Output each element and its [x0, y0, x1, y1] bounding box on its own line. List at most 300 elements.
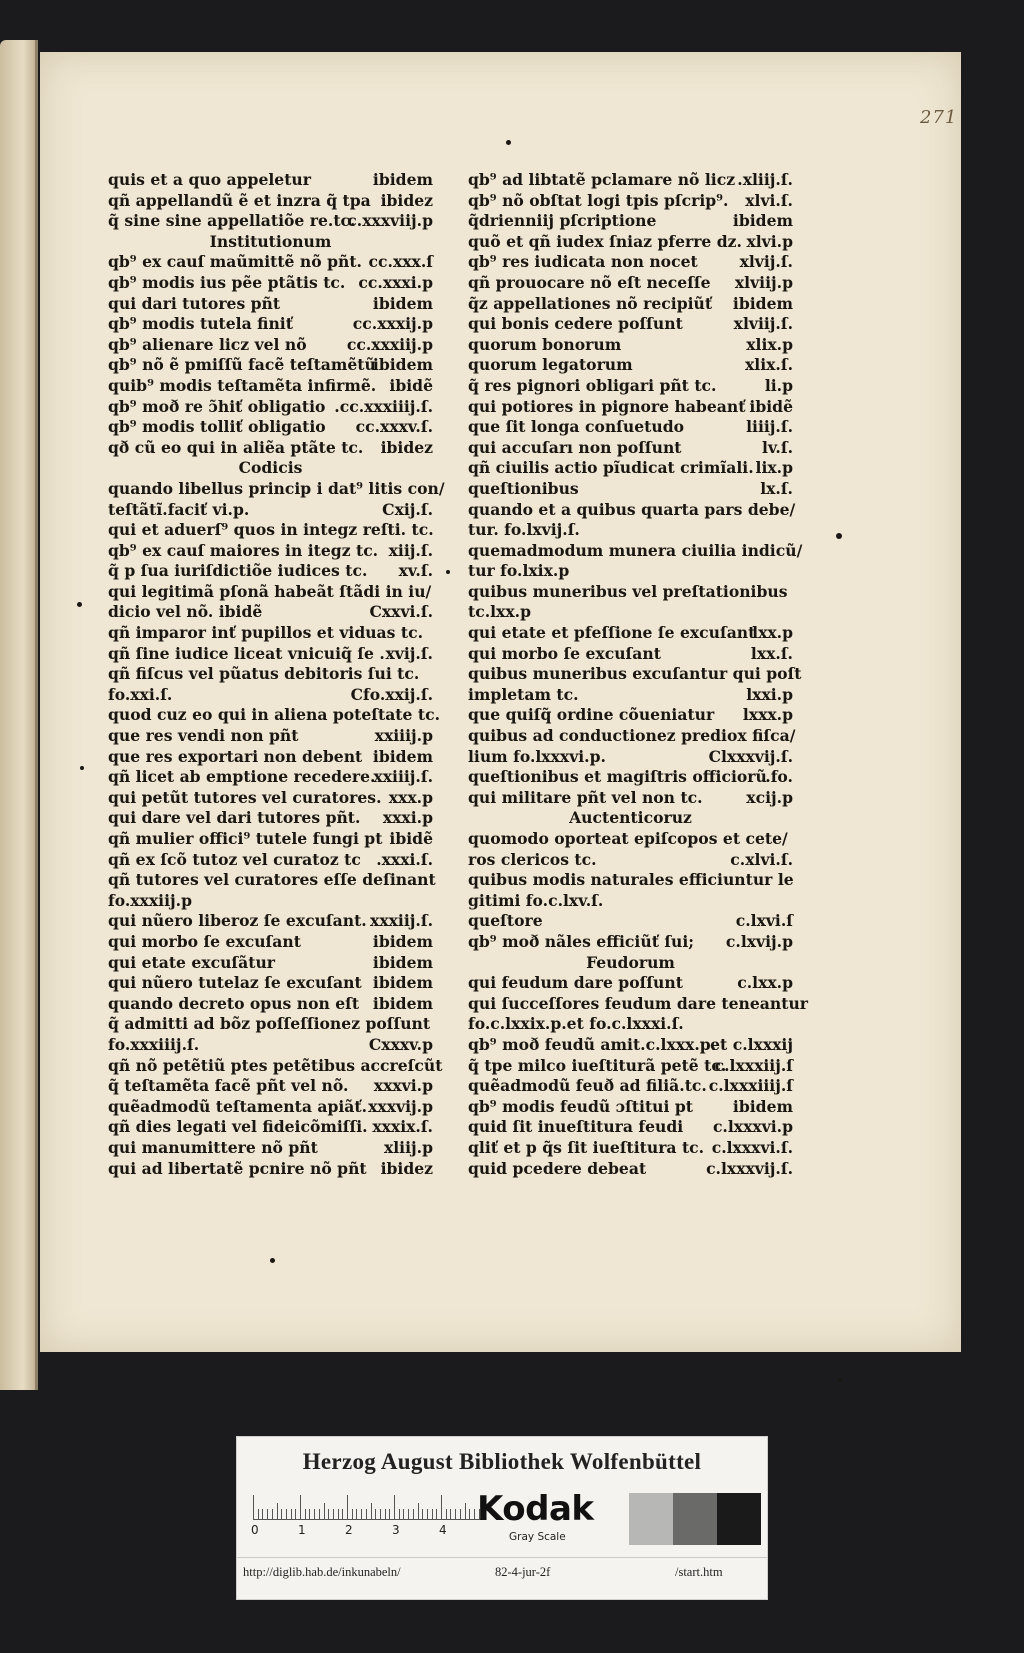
index-entry — [468, 747, 793, 768]
entry-text: tur. fo.lxvij.ſ. — [468, 520, 580, 540]
ink-speck — [506, 140, 511, 145]
entry-text: quomodo oporteat epiſcopos et cete/ — [468, 829, 788, 848]
entry-reference: cc.xxxi.p — [358, 272, 433, 292]
ink-speck — [446, 570, 450, 574]
entry-reference: xlvij.ſ. — [739, 252, 793, 272]
index-entry — [468, 644, 793, 665]
entry-reference: c.lxvij.p — [725, 931, 793, 951]
ruler-tick — [366, 1509, 367, 1519]
ruler-tick — [465, 1503, 466, 1519]
start-link: /start.htm — [675, 1565, 723, 1579]
entry-text: qb⁹ modis feudũ ɔſtitui pt — [468, 1096, 693, 1116]
entry-text: Feudorum — [586, 952, 675, 972]
index-entry — [468, 252, 793, 273]
entry-text: quibus muneribus excuſantur qui poſt — [468, 664, 802, 684]
entry-text: qb⁹ res iudicata non nocet — [468, 252, 698, 272]
entry-reference: c.lxvi.ſ — [735, 911, 793, 931]
color-target-card — [236, 1436, 768, 1600]
entry-text: quid ſit inueſtitura feudi — [468, 1117, 684, 1137]
ruler-tick — [441, 1495, 442, 1519]
index-entry — [108, 211, 433, 232]
entry-reference: ibidem — [732, 293, 793, 313]
section-heading — [468, 953, 793, 974]
index-entry — [108, 376, 433, 397]
index-entry — [108, 170, 433, 191]
ruler-number: 3 — [392, 1523, 400, 1537]
entry-reference: ibidem — [372, 293, 433, 313]
entry-text: tc.lxx.p — [468, 602, 531, 622]
entry-reference: xlix.p — [746, 334, 793, 354]
entry-text: qñ prouocare nõ eſt neceſſe — [468, 272, 711, 292]
entry-reference: xlix.ſ. — [744, 355, 793, 375]
entry-text: quõ et qñ iudex ſniaz pferre dz. — [468, 231, 742, 251]
entry-text: fo.c.lxxix.p.et fo.c.lxxxi.ſ. — [468, 1014, 684, 1034]
entry-text: qui accuſarı non poſſunt — [468, 437, 682, 457]
entry-text: que res exportari non debent — [108, 746, 363, 766]
entry-reference: ibidem — [372, 952, 433, 972]
entry-reference: c.lxxxvij.ſ. — [706, 1158, 793, 1178]
index-entry — [468, 273, 793, 294]
entry-reference: xxx.p — [388, 787, 433, 807]
index-entry — [468, 417, 793, 438]
index-entry — [108, 973, 433, 994]
entry-text: qb⁹ alienare licz vel nõ — [108, 334, 307, 354]
index-column-left — [108, 170, 445, 1179]
ruler-tick — [328, 1509, 329, 1519]
entry-text: q̃ teſtamẽta facẽ pñt vel nõ. — [108, 1076, 349, 1096]
index-entry — [108, 850, 433, 871]
index-entry — [108, 788, 433, 809]
index-entry — [468, 479, 793, 500]
index-entry — [108, 520, 433, 541]
entry-text: qñ ciuilis actio pĩudicat crimĩali. — [468, 458, 754, 478]
entry-text: quis et a quo appeletur — [108, 170, 311, 189]
ruler-tick — [474, 1509, 475, 1519]
entry-text: quando et a quibus quarta pars debe/ — [468, 499, 796, 519]
entry-text: qui manumittere nõ pñt — [108, 1137, 318, 1157]
entry-text: q̃ res pignori obligari pñt tc. — [468, 375, 717, 395]
entry-text: qui feudum dare poſſunt — [468, 973, 683, 993]
entry-text: que quiſq̃ ordine cõueniatur — [468, 705, 715, 725]
entry-reference: xlviij.p — [734, 272, 793, 292]
index-entry — [468, 767, 793, 788]
index-entry — [468, 335, 793, 356]
entry-reference: c.lxxxvi.ſ. — [711, 1137, 793, 1157]
ruler-tick — [262, 1509, 263, 1519]
index-entry — [108, 478, 445, 500]
library-name: Herzog August Bibliothek Wolfenbüttel — [302, 1449, 702, 1474]
entry-reference: ibidem — [372, 931, 433, 951]
entry-reference: c.lxxxiij.ſ — [714, 1055, 793, 1075]
index-entry — [108, 664, 433, 685]
entry-text: quib⁹ modis teſtamẽta infirmẽ. — [108, 375, 377, 395]
gray-patch-light — [629, 1493, 673, 1545]
ruler-tick — [333, 1509, 334, 1519]
entry-reference: ibidem — [372, 746, 433, 766]
entry-text: quẽadmodũ feuð ad filiã.tc. — [468, 1076, 707, 1096]
entry-reference: xxxvi.p — [373, 1076, 433, 1096]
ruler-tick — [300, 1495, 301, 1519]
entry-text: que res vendi non pñt — [108, 726, 299, 746]
index-entry — [468, 993, 809, 1015]
ruler-tick — [460, 1509, 461, 1519]
ruler-tick — [291, 1509, 292, 1519]
entry-text: qñ licet ab emptione recedere. — [108, 767, 376, 787]
index-entry — [108, 1076, 433, 1097]
entry-text: q̃ tpe milco iueſtiturã petẽ tc. — [468, 1055, 727, 1075]
ruler-tick — [342, 1509, 343, 1519]
ruler-tick — [352, 1509, 353, 1519]
index-entry — [468, 788, 793, 809]
entry-reference: c.lxxxiiij.ſ — [708, 1076, 793, 1096]
index-entry — [108, 500, 433, 521]
index-entry — [468, 1056, 793, 1077]
entry-text: qui petũt tutores vel curatores. — [108, 787, 382, 807]
entry-text: quando decreto opus non eſt — [108, 993, 360, 1013]
ruler-number: 2 — [345, 1523, 353, 1537]
index-entry — [108, 829, 433, 850]
ruler-tick — [356, 1509, 357, 1519]
entry-text: queſtionibus et magiſtris officiorũ — [468, 767, 767, 787]
ruler-tick — [324, 1503, 325, 1519]
entry-reference: ibidem — [372, 170, 433, 189]
index-entry — [468, 191, 793, 212]
entry-text: qb⁹ ad libtatẽ pclamare nõ licz — [468, 170, 736, 189]
index-entry — [468, 602, 793, 623]
entry-text: Auctenticoruz — [569, 808, 692, 828]
ruler-tick — [305, 1509, 306, 1519]
entry-text: fo.xxxiij.p — [108, 890, 192, 910]
card-divider — [237, 1557, 767, 1558]
ruler-tick — [338, 1509, 339, 1519]
index-entry — [108, 726, 433, 747]
measurement-ruler — [253, 1493, 481, 1520]
entry-text: qb⁹ nõ ẽ pmiſſũ facẽ teſtamẽtũ — [108, 355, 376, 375]
gray-scale-label: Gray Scale — [509, 1531, 566, 1543]
entry-reference: xxiiij.p — [374, 726, 433, 746]
ink-speck — [80, 766, 84, 770]
index-entry — [108, 1097, 433, 1118]
entry-text: qui potiores in pignore habeanť — [468, 396, 746, 416]
entry-text: qui morbo ſe excuſant — [108, 931, 301, 951]
index-entry — [108, 582, 433, 603]
ruler-tick — [309, 1509, 310, 1519]
entry-reference: xxiiij.ſ. — [373, 767, 433, 787]
entry-reference: ibidem — [372, 973, 433, 993]
index-entry — [468, 540, 803, 562]
entry-reference: Cxij.ſ. — [382, 499, 433, 519]
ruler-number: 0 — [251, 1523, 259, 1537]
entry-reference: cc.xxxiij.p — [346, 334, 433, 354]
ruler-tick — [319, 1509, 320, 1519]
entry-text: quibus muneribus vel preſtationibus — [468, 581, 788, 601]
index-entry — [108, 252, 433, 273]
index-entry — [108, 294, 433, 315]
entry-text: qui nũero liberoz ſe excuſant. — [108, 911, 367, 931]
entry-reference: xxxix.ſ. — [372, 1117, 433, 1137]
entry-text: qui morbo ſe excuſant — [468, 643, 661, 663]
entry-reference: ibidem — [372, 355, 433, 375]
entry-reference: xliij.p — [383, 1137, 433, 1157]
ruler-tick — [277, 1503, 278, 1519]
ruler-tick — [286, 1509, 287, 1519]
ruler-tick — [469, 1509, 470, 1519]
index-entry — [468, 232, 793, 253]
index-entry — [468, 1076, 793, 1097]
ruler-tick — [371, 1503, 372, 1519]
ruler-tick — [281, 1509, 282, 1519]
index-entry — [468, 314, 793, 335]
entry-text: q̃ p ſua iuriſdictiõe iudices tc. — [108, 561, 368, 581]
index-entry — [468, 355, 793, 376]
entry-text: quemadmodum munera ciuilia indicũ/ — [468, 540, 803, 560]
entry-reference: lxx.ſ. — [750, 643, 793, 663]
index-entry — [108, 623, 433, 644]
entry-text: Codicis — [238, 458, 303, 478]
entry-text: qb⁹ modis ius pẽe ptãtis tc. — [108, 272, 346, 292]
ruler-tick — [446, 1509, 447, 1519]
entry-reference: Cxxxv.p — [368, 1034, 433, 1054]
entry-text: qñ tutores vel curatores eſſe deſinant — [108, 870, 436, 890]
ruler-tick — [258, 1509, 259, 1519]
entry-reference: li.p — [764, 375, 793, 395]
index-entry — [108, 932, 433, 953]
index-entry — [468, 664, 802, 685]
ruler-tick — [408, 1509, 409, 1519]
ruler-tick — [422, 1509, 423, 1519]
index-entry — [108, 1159, 433, 1180]
entry-text: gitimi fo.c.lxv.ſ. — [468, 890, 604, 910]
index-entry — [468, 499, 796, 521]
entry-reference: xlvi.p — [746, 231, 793, 251]
index-entry — [468, 1097, 793, 1118]
index-entry — [108, 335, 433, 356]
index-entry — [108, 1035, 433, 1056]
index-entry — [468, 685, 793, 706]
section-heading — [108, 458, 433, 479]
index-entry — [468, 623, 793, 644]
entry-text: qb⁹ moð nãles efficiũť ſui; — [468, 931, 695, 951]
entry-reference: c.xxxviij.p — [347, 211, 433, 231]
entry-text: ros clericos tc. — [468, 849, 597, 869]
ruler-tick — [295, 1509, 296, 1519]
entry-text: qb⁹ ex cauſ maiores in itegz tc. — [108, 540, 379, 560]
entry-text: q̃z appellationes nõ recipiũť — [468, 293, 713, 313]
entry-text: Institutionum — [209, 231, 332, 251]
entry-reference: xlviij.ſ. — [733, 314, 793, 334]
shelfmark: 82-4-jur-2f — [495, 1565, 551, 1579]
ruler-tick — [389, 1509, 390, 1519]
index-entry — [108, 767, 433, 788]
entry-text: quẽadmodũ teſtamenta apiãť. — [108, 1096, 368, 1116]
section-heading — [108, 232, 433, 253]
index-entry — [468, 561, 793, 582]
ruler-tick — [432, 1509, 433, 1519]
entry-text: dicio vel nõ. ibidẽ — [108, 602, 263, 622]
entry-reference: c.lxxxvi.p — [712, 1117, 793, 1137]
entry-reference: xlvi.ſ. — [745, 190, 793, 210]
ruler-tick — [413, 1509, 414, 1519]
entry-reference: lxxx.p — [742, 705, 793, 725]
ruler-tick — [450, 1509, 451, 1519]
entry-reference: c.xlvi.ſ. — [730, 849, 793, 869]
entry-reference: cc.xxxij.p — [352, 314, 433, 334]
index-entry — [108, 1117, 433, 1138]
entry-reference: ibidem — [372, 993, 433, 1013]
entry-reference: xvij.ſ. — [385, 643, 433, 663]
ruler-tick — [361, 1509, 362, 1519]
index-entry — [108, 870, 436, 891]
entry-text: qb⁹ modis tolliť obligatio — [108, 417, 326, 437]
index-entry — [468, 829, 793, 850]
index-entry — [108, 417, 433, 438]
entry-text: quibus modis naturales efficiuntur le — [468, 870, 794, 890]
folio-number: 271 — [920, 107, 958, 128]
index-entry — [108, 953, 433, 974]
entry-reference: ibidẽ — [749, 396, 793, 416]
entry-reference: c.lxx.p — [737, 973, 793, 993]
index-entry — [468, 397, 793, 418]
entry-text: qñ nõ petẽtiũ ptes petẽtibus accreſcũt — [108, 1055, 443, 1075]
ruler-tick — [436, 1509, 437, 1519]
ink-speck — [77, 602, 82, 607]
index-entry — [108, 273, 433, 294]
index-entry — [468, 294, 793, 315]
ruler-number: 4 — [439, 1523, 447, 1537]
ruler-tick — [399, 1509, 400, 1519]
ink-speck — [270, 1258, 275, 1263]
entry-reference: .xliij.ſ. — [737, 170, 793, 189]
entry-text: q̃ sine sine appellatiõe re.tc. — [108, 211, 356, 231]
index-entry — [108, 705, 440, 726]
ruler-tick — [427, 1509, 428, 1519]
index-entry — [108, 1014, 433, 1035]
index-entry — [468, 1035, 793, 1056]
entry-text: fo.xxxiiij.ſ. — [108, 1034, 200, 1054]
entry-reference: xv.ſ. — [398, 561, 433, 581]
entry-text: quorum bonorum — [468, 334, 622, 354]
entry-text: queſtionibus — [468, 478, 579, 498]
entry-reference: .fo. — [765, 767, 793, 787]
entry-text: qñ ſine iudice liceat vnicuiq̃ ſe . — [108, 643, 385, 663]
entry-reference: ibidem — [732, 211, 793, 231]
entry-text: qui etate excuſãtur — [108, 952, 275, 972]
entry-text: qñ appellandũ ẽ et inzra q̃ tpa — [108, 190, 371, 210]
entry-text: qui bonis cedere poſſunt — [468, 314, 683, 334]
index-entry — [108, 397, 433, 418]
entry-text: quorum legatorum — [468, 355, 633, 375]
entry-text: qñ dies legati vel fideicõmiſſi. — [108, 1117, 368, 1137]
entry-text: qñ imparor inť pupillos et viduas tc. — [108, 623, 423, 643]
entry-text: queſtore — [468, 911, 543, 931]
entry-text: qb⁹ moð feudũ amit.c.lxxx.p. — [468, 1034, 717, 1054]
index-entry — [468, 1159, 793, 1180]
ruler-tick — [403, 1509, 404, 1519]
entry-text: qliť et p q̃s ſit iueſtitura tc. — [468, 1137, 705, 1157]
entry-text: qui nũero tutelaz ſe excuſant — [108, 973, 362, 993]
index-entry — [468, 705, 793, 726]
index-entry — [468, 911, 793, 932]
entry-reference: lxx.p — [752, 623, 793, 643]
ruler-numbers — [251, 1523, 491, 1539]
index-entry — [108, 602, 433, 623]
entry-reference: xiij.ſ. — [388, 540, 433, 560]
entry-text: que ſit longa conſuetudo — [468, 417, 684, 437]
entry-text: qb⁹ moð re ɔ̃hiť obligatio — [108, 396, 326, 416]
kodak-logo: Kodak — [477, 1489, 594, 1529]
index-entry — [468, 973, 793, 994]
index-entry — [468, 870, 793, 891]
index-entry — [468, 170, 793, 191]
entry-text: quod cuz eo qui in aliena poteſtate tc. — [108, 705, 440, 725]
index-entry — [108, 541, 433, 562]
entry-text: qb⁹ modis tutela finiť — [108, 314, 293, 334]
index-entry — [468, 891, 793, 912]
entry-reference: lxxi.p — [746, 684, 793, 704]
entry-text: lium fo.lxxxvi.p. — [468, 746, 606, 766]
ruler-tick — [272, 1509, 273, 1519]
adjacent-page-edge — [0, 40, 38, 1390]
entry-reference: xxxvij.p — [368, 1096, 433, 1116]
entry-text: qui ſucceſſores feudum dare teneantur — [468, 993, 809, 1013]
ruler-tick — [385, 1509, 386, 1519]
ruler-tick — [455, 1509, 456, 1519]
index-entry — [108, 644, 433, 665]
entry-reference: ibidez — [380, 1158, 433, 1178]
entry-text: qñ ex ſcõ tutoz vel curatoz tc — [108, 849, 361, 869]
entry-text: qui militare pñt vel non tc. — [468, 787, 703, 807]
ruler-tick — [394, 1495, 395, 1519]
entry-text: tur fo.lxix.p — [468, 561, 570, 581]
entry-reference: ibidez — [380, 437, 433, 457]
entry-reference: xxxi.p — [382, 808, 433, 828]
ruler-number: 1 — [298, 1523, 306, 1537]
entry-text: quibus ad conductionez prediox fiſca/ — [468, 726, 796, 746]
entry-text: qñ fiſcus vel pũatus debitoris ſui tc. — [108, 664, 420, 684]
entry-reference: lv.ſ. — [762, 437, 793, 457]
entry-text: qui dare vel dari tutores pñt. — [108, 808, 361, 828]
ruler-tick — [418, 1503, 419, 1519]
index-column-right — [468, 170, 809, 1179]
index-entry — [108, 1055, 443, 1077]
index-entry — [468, 438, 793, 459]
entry-reference: ibidẽ — [389, 375, 433, 395]
index-entry — [108, 355, 433, 376]
entry-reference: xcij.p — [746, 787, 793, 807]
index-entry — [108, 911, 433, 932]
entry-reference: ibidẽ — [389, 829, 433, 848]
entry-text: qb⁹ nõ obſtat logi tpis pſcrip⁹. — [468, 190, 729, 210]
gray-patch-mid — [673, 1493, 717, 1545]
index-entry — [468, 1138, 793, 1159]
ink-speck — [838, 1378, 842, 1382]
card-url: http://diglib.hab.de/inkunabeln/ — [243, 1565, 401, 1579]
entry-text: qui dari tutores pñt — [108, 293, 281, 313]
entry-text: qb⁹ ex cauſ maũmittẽ nõ pñt. — [108, 252, 362, 272]
ruler-tick — [375, 1509, 376, 1519]
index-entry — [108, 1138, 433, 1159]
entry-reference: xxxiij.ſ. — [370, 911, 433, 931]
index-entry — [468, 582, 793, 603]
ruler-tick — [314, 1509, 315, 1519]
entry-reference: cc.xxx.ſ — [368, 252, 433, 272]
entry-reference: ibidem — [732, 1096, 793, 1116]
entry-reference: et c.lxxxij — [710, 1034, 793, 1054]
index-entry — [108, 438, 433, 459]
index-entry — [468, 211, 793, 232]
index-entry — [468, 932, 793, 953]
index-entry — [108, 891, 433, 912]
